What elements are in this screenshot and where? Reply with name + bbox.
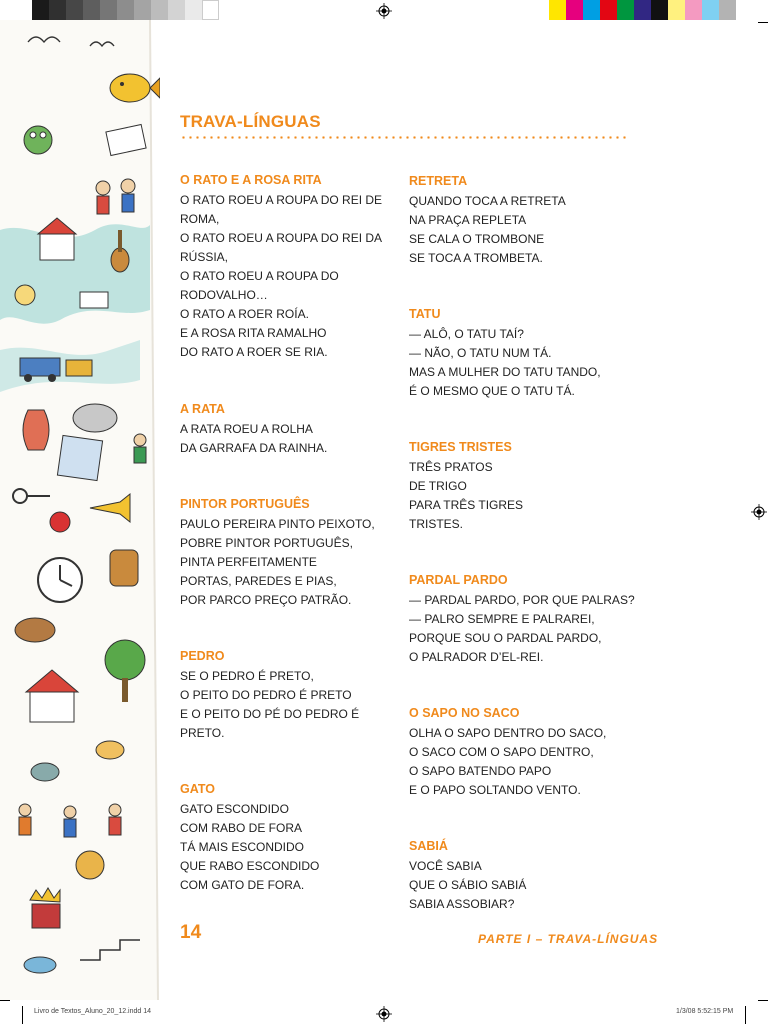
crop-mark bbox=[758, 22, 768, 23]
poem-title: O RATO E A ROSA RITA bbox=[180, 173, 322, 187]
swatch bbox=[685, 0, 702, 20]
poem-line: SE O PEDRO É PRETO, bbox=[180, 669, 314, 683]
poem-line: PINTA PERFEITAMENTE bbox=[180, 555, 317, 569]
registration-mark-icon bbox=[751, 504, 767, 520]
poem-line: COM GATO DE FORA. bbox=[180, 878, 305, 892]
poem-pintor-portugues bbox=[180, 496, 400, 610]
poem-line: — PALRO SEMPRE E PALRAREI, bbox=[409, 612, 595, 626]
poem-line: A RATA ROEU A ROLHA bbox=[180, 422, 313, 436]
poem-pardal-pardo bbox=[409, 572, 635, 667]
dotted-divider bbox=[180, 136, 628, 139]
poem-line: QUE RABO ESCONDIDO bbox=[180, 859, 320, 873]
poem-line: E A ROSA RITA RAMALHO bbox=[180, 326, 327, 340]
poem-title: O SAPO NO SACO bbox=[409, 706, 520, 720]
swatch bbox=[668, 0, 685, 20]
registration-mark-icon bbox=[376, 3, 392, 19]
crop-mark bbox=[745, 1006, 746, 1024]
swatch bbox=[634, 0, 651, 20]
poem-title: PEDRO bbox=[180, 649, 225, 663]
swatch bbox=[185, 0, 202, 20]
poem-line: RODOVALHO… bbox=[180, 288, 268, 302]
swatch bbox=[100, 0, 117, 20]
crop-mark bbox=[22, 1006, 23, 1024]
page-title: TRAVA-LÍNGUAS bbox=[180, 112, 321, 131]
poem-line: PRETO. bbox=[180, 726, 225, 740]
section-footer: PARTE I – TRAVA-LÍNGUAS bbox=[478, 932, 659, 946]
swatch bbox=[168, 0, 185, 20]
poem-line: VOCÊ SABIA bbox=[409, 859, 482, 873]
poem-line: PARA TRÊS TIGRES bbox=[409, 498, 524, 512]
poem-line: DO RATO A ROER SE RIA. bbox=[180, 345, 328, 359]
poem-line: SE TOCA A TROMBETA. bbox=[409, 251, 543, 265]
swatch bbox=[617, 0, 634, 20]
poem-title: TIGRES TRISTES bbox=[409, 440, 512, 454]
poem-line: MAS A MULHER DO TATU TANDO, bbox=[409, 365, 601, 379]
poem-line: O PEITO DO PEDRO É PRETO bbox=[180, 688, 352, 702]
poem-line: O PALRADOR D’EL-REI. bbox=[409, 650, 544, 664]
poem-line: O RATO ROEU A ROUPA DO REI DE bbox=[180, 193, 383, 207]
poem-line: PORTAS, PAREDES E PIAS, bbox=[180, 574, 337, 588]
swatch bbox=[83, 0, 100, 20]
poem-title: PARDAL PARDO bbox=[409, 573, 508, 587]
poem-line: É O MESMO QUE O TATU TÁ. bbox=[409, 384, 575, 398]
swatch bbox=[66, 0, 83, 20]
swatch bbox=[719, 0, 736, 20]
poem-line: SE CALA O TROMBONE bbox=[409, 232, 545, 246]
swatch bbox=[134, 0, 151, 20]
poem-line: DA GARRAFA DA RAINHA. bbox=[180, 441, 328, 455]
poem-a-rata bbox=[180, 401, 400, 458]
poem-line: — ALÔ, O TATU TAÍ? bbox=[409, 327, 524, 341]
doodle-illustration bbox=[0, 20, 160, 1000]
poem-line: E O PAPO SOLTANDO VENTO. bbox=[409, 783, 581, 797]
poem-title: RETRETA bbox=[409, 174, 468, 188]
poem-gato bbox=[180, 781, 400, 895]
swatch bbox=[202, 0, 219, 20]
poem-line: O SACO COM O SAPO DENTRO, bbox=[409, 745, 594, 759]
swatch bbox=[566, 0, 583, 20]
file-slug: Livro de Textos_Aluno_20_12.indd 14 bbox=[34, 1008, 152, 1015]
poem-pedro bbox=[180, 648, 400, 743]
poem-line: TRISTES. bbox=[409, 517, 464, 531]
poem-o-sapo-no-saco bbox=[409, 705, 629, 800]
swatch bbox=[702, 0, 719, 20]
swatch bbox=[49, 0, 66, 20]
poem-line: POBRE PINTOR PORTUGUÊS, bbox=[180, 536, 353, 550]
poem-title: PINTOR PORTUGUÊS bbox=[180, 497, 310, 511]
poem-line: GATO ESCONDIDO bbox=[180, 802, 289, 816]
poem-tatu bbox=[409, 306, 629, 401]
swatch bbox=[651, 0, 668, 20]
poem-line: — PARDAL PARDO, POR QUE PALRAS? bbox=[409, 593, 635, 607]
poem-line: DE TRIGO bbox=[409, 479, 467, 493]
swatch bbox=[549, 0, 566, 20]
crop-mark bbox=[758, 1000, 768, 1001]
poem-tigres-tristes bbox=[409, 439, 629, 534]
poem-title: A RATA bbox=[180, 402, 225, 416]
poem-line: TÁ MAIS ESCONDIDO bbox=[180, 840, 305, 854]
poem-line: QUE O SÁBIO SABIÁ bbox=[409, 878, 527, 892]
poem-title: TATU bbox=[409, 307, 441, 321]
swatch bbox=[32, 0, 49, 20]
poem-line: — NÃO, O TATU NUM TÁ. bbox=[409, 346, 552, 360]
poem-line: TRÊS PRATOS bbox=[409, 460, 493, 474]
poem-line: PAULO PEREIRA PINTO PEIXOTO, bbox=[180, 517, 375, 531]
poem-line: SABIA ASSOBIAR? bbox=[409, 897, 515, 911]
swatch bbox=[600, 0, 617, 20]
poem-retreta bbox=[409, 173, 629, 268]
crop-mark bbox=[0, 1000, 10, 1001]
poem-line: OLHA O SAPO DENTRO DO SACO, bbox=[409, 726, 607, 740]
poem-line: ROMA, bbox=[180, 212, 220, 226]
poem-line: NA PRAÇA REPLETA bbox=[409, 213, 527, 227]
poem-line: PORQUE SOU O PARDAL PARDO, bbox=[409, 631, 602, 645]
poem-line: E O PEITO DO PÉ DO PEDRO É bbox=[180, 707, 360, 721]
poem-line: QUANDO TOCA A RETRETA bbox=[409, 194, 566, 208]
swatch bbox=[583, 0, 600, 20]
poem-title: GATO bbox=[180, 782, 215, 796]
timestamp-slug: 1/3/08 5:52:15 PM bbox=[676, 1008, 734, 1015]
poem-line: COM RABO DE FORA bbox=[180, 821, 303, 835]
poem-sabia bbox=[409, 838, 629, 914]
page-number: 14 bbox=[180, 922, 202, 943]
poem-line: POR PARCO PREÇO PATRÃO. bbox=[180, 593, 352, 607]
swatch bbox=[117, 0, 134, 20]
registration-mark-icon bbox=[376, 1006, 392, 1022]
poem-title: SABIÁ bbox=[409, 839, 448, 853]
poem-line: O RATO A ROER ROÍA. bbox=[180, 307, 309, 321]
poem-line: O SAPO BATENDO PAPO bbox=[409, 764, 552, 778]
poem-line: O RATO ROEU A ROUPA DO REI DA bbox=[180, 231, 383, 245]
swatch bbox=[151, 0, 168, 20]
poem-line: O RATO ROEU A ROUPA DO bbox=[180, 269, 339, 283]
poem-line: RÚSSIA, bbox=[180, 250, 229, 264]
poem-o-rato-e-a-rosa-rita bbox=[180, 172, 400, 362]
